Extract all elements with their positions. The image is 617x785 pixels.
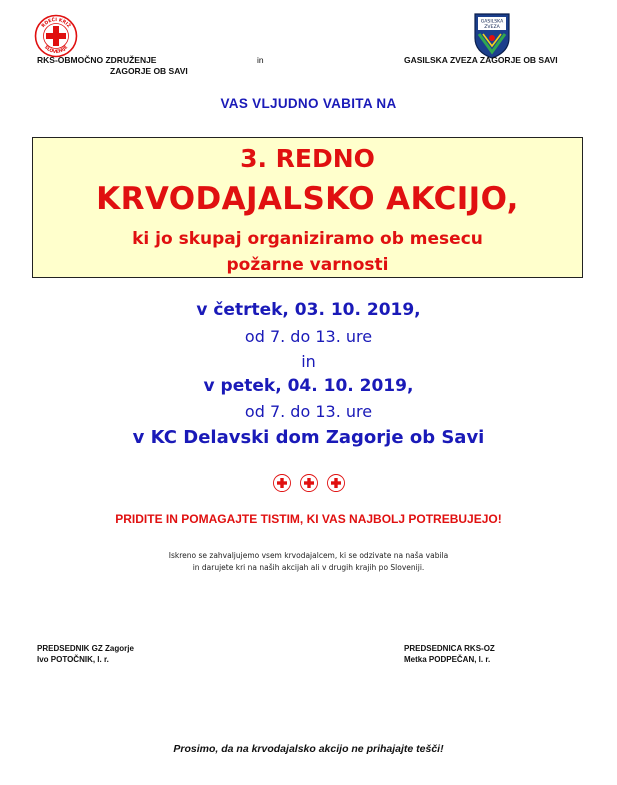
svg-text:SLOVENIJE: SLOVENIJE: [42, 44, 70, 56]
schedule-time1: od 7. do 13. ure: [244, 327, 373, 346]
fire-logo-text-2: ZVEZA: [484, 25, 500, 30]
call-to-action: PRIDITE IN POMAGAJTE TISTIM, KI VAS NAJBOLJ POTREBUJEJO!: [115, 512, 502, 526]
svg-text:RDEČI KRIŽ: RDEČI KRIŽ: [41, 17, 71, 29]
thanks-line2: in darujete kri na naših akcijah ali v drugih krajih po Sloveniji.: [192, 563, 425, 572]
header-conjunction: in: [257, 55, 264, 65]
headline-line1: 3. REDNO: [240, 144, 375, 173]
signature-right-name: Metka PODPEČAN, l. r.: [404, 655, 491, 664]
fire-brigade-logo: [472, 12, 512, 60]
footer-note: Prosimo, da na krvodajalsko akcijo ne prihajajte tešči!: [173, 743, 444, 755]
left-org-line1: RKS-OBMOČNO ZDRUŽENJE: [37, 55, 157, 65]
schedule-time2: od 7. do 13. ure: [244, 402, 373, 421]
headline-box: [32, 137, 583, 278]
mini-red-cross-row: [272, 473, 346, 493]
invite-line: VAS VLJUDNO VABITA NA: [220, 96, 397, 111]
mini-red-cross-icon: [328, 475, 345, 492]
headline-line3: ki jo skupaj organiziramo ob mesecu: [132, 229, 483, 249]
signature-right-title: PREDSEDNICA RKS-OZ: [404, 644, 495, 653]
schedule-day2: v petek, 04. 10. 2019,: [203, 376, 414, 396]
headline-line4: požarne varnosti: [226, 255, 389, 275]
signature-left: [37, 643, 134, 665]
mini-red-cross-icon: [301, 475, 318, 492]
signature-left-name: Ivo POTOČNIK, l. r.: [37, 655, 109, 664]
mini-red-cross-icon: [274, 475, 291, 492]
red-cross-logo: [34, 14, 78, 58]
fire-logo-text-1: GASILSKA: [480, 19, 504, 25]
left-org-line2: ZAGORJE OB SAVI: [110, 66, 188, 76]
schedule-day1: v četrtek, 03. 10. 2019,: [196, 300, 421, 320]
thanks-line1: Iskreno se zahvaljujemo vsem krvodajalcem, ki se odzivate na naša vabila: [168, 551, 449, 560]
headline-line2: KRVODAJALSKO AKCIJO,: [96, 181, 519, 217]
signature-left-title: PREDSEDNIK GZ Zagorje: [37, 644, 134, 653]
schedule-and: in: [301, 352, 316, 371]
right-org: GASILSKA ZVEZA ZAGORJE OB SAVI: [404, 55, 558, 65]
signature-right: [404, 643, 495, 665]
schedule-location: v KC Delavski dom Zagorje ob Savi: [132, 427, 485, 448]
